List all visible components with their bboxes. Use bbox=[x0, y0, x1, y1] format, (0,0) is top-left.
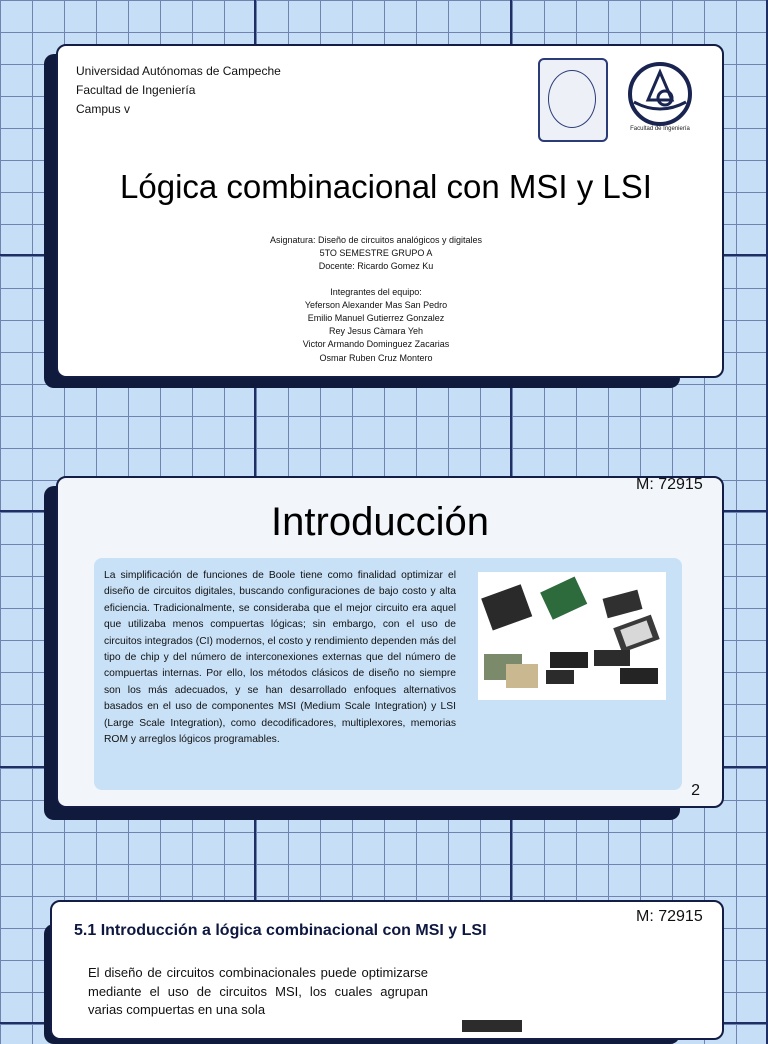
slide3-image bbox=[456, 1006, 676, 1036]
faculty-name: Facultad de Ingeniería bbox=[76, 83, 196, 97]
team-member: Osmar Ruben Cruz Montero bbox=[319, 352, 433, 363]
teacher-line: Docente: Ricardo Gomez Ku bbox=[318, 261, 434, 272]
university-seal-icon bbox=[538, 58, 608, 142]
university-name: Universidad Autónomas de Campeche bbox=[76, 64, 281, 78]
slide1-details bbox=[58, 234, 694, 365]
team-member: Yeferson Alexander Mas San Pedro bbox=[304, 299, 448, 310]
subject-line: Asignatura: Diseño de circuitos analógicos y digitales bbox=[269, 235, 483, 245]
team-label: Integrantes del equipo: bbox=[330, 286, 422, 297]
slide1-card bbox=[56, 44, 724, 378]
slide2-code-label: M: 72915 bbox=[636, 476, 703, 493]
faculty-logo-label: Facultad de Ingeniería bbox=[630, 126, 690, 132]
slide2-card bbox=[56, 476, 724, 808]
slide3-code-label: M: 72915 bbox=[636, 908, 703, 925]
intro-paragraph: La simplificación de funciones de Boole tiene como finalidad optimizar el diseño de circuitos digitales, buscando configuraciones de bajo costo y alta eficiencia. Tradicionalmente, se consideraba que el mejor circuito era aquel que utilizaba menos compuertas lógicas; sin embargo, con el uso de circuitos integrados (CI) modernos, el costo y rendimiento dependen más del tipo de chip y del número de interconexiones externas que del número de compuertas internas. Por ello, los métodos clásicos de diseño no siempre son los más adecuados, y se han desarrollado enfoques alternativos basados en el uso de componentes MSI (Medium Scale Integration) y LSI (Large Scale Integration), como decodificadores, multiplexores, memorias ROM y arreglos lógicos programables. bbox=[104, 570, 456, 746]
integrated-circuits-image bbox=[478, 572, 666, 700]
slide3-title: 5.1 Introducción a lógica combinacional con MSI y LSI bbox=[74, 922, 487, 939]
institution-block bbox=[76, 62, 281, 119]
team-member: Rey Jesus Càmara Yeh bbox=[328, 326, 424, 337]
semester-line: 5TO SEMESTRE GRUPO A bbox=[319, 248, 433, 259]
slide3-paragraph: El diseño de circuitos combinacionales puede optimizarse mediante el uso de circuitos MSI, los cuales agrupan varias compuertas en una sola bbox=[88, 965, 428, 1017]
slide1-title: Lógica combinacional con MSI y LSI bbox=[120, 168, 652, 205]
slide2-page-number: 2 bbox=[691, 782, 700, 799]
team-member: Emilio Manuel Gutierrez Gonzalez bbox=[307, 313, 445, 324]
team-member: Victor Armando Dominguez Zacarias bbox=[302, 339, 450, 350]
slide3-card bbox=[50, 900, 724, 1040]
campus-name: Campus v bbox=[76, 102, 131, 116]
slide2-title: Introducción bbox=[271, 500, 489, 544]
intro-text-box bbox=[94, 558, 682, 790]
